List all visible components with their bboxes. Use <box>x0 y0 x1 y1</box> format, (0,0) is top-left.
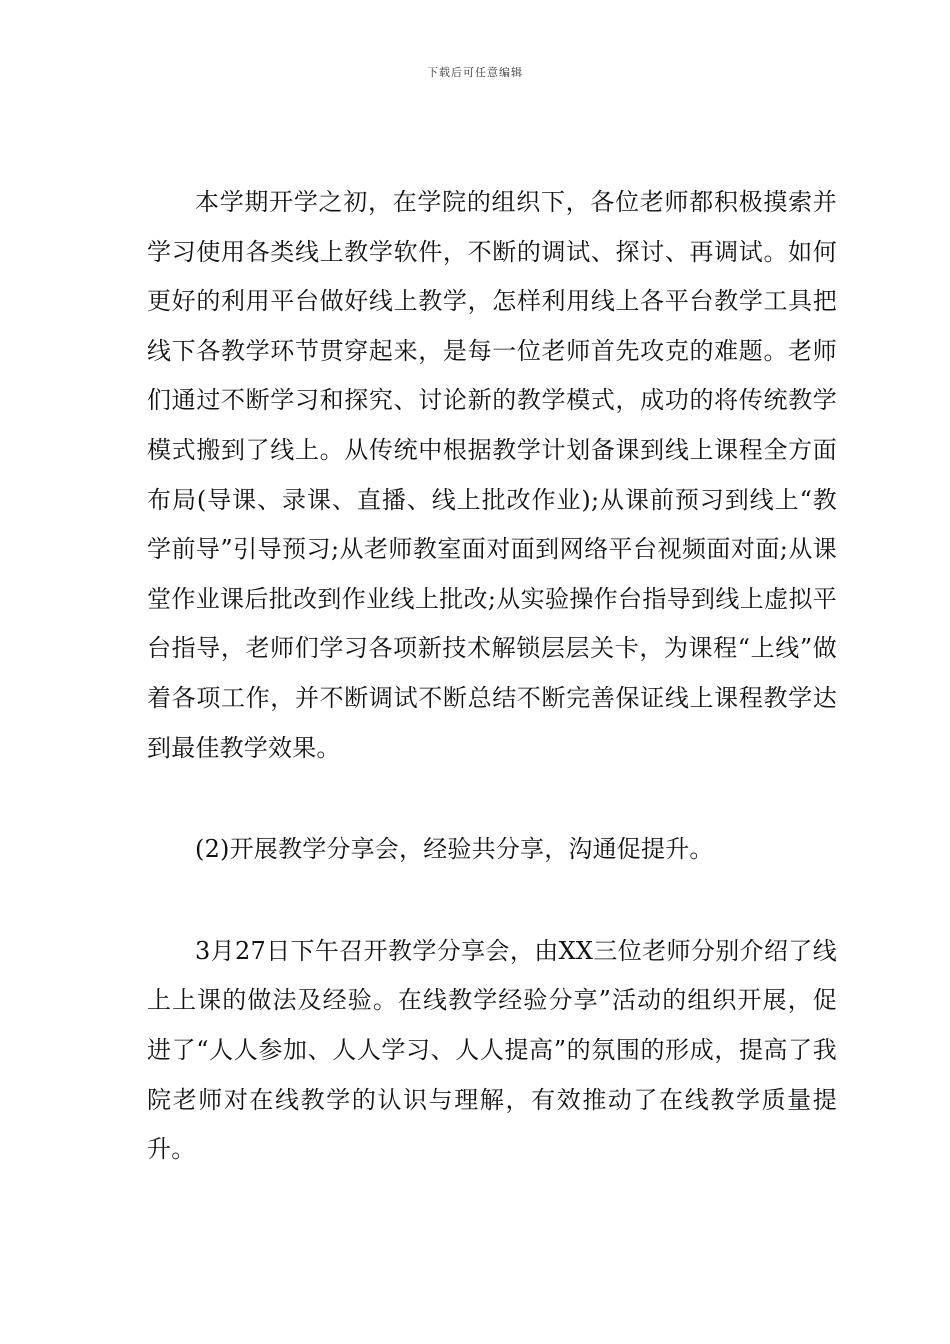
paragraph-sharing-session: 3月27日下午召开教学分享会，由XX三位老师分别介绍了线上上课的做法及经验。在线教学经验分享”活动的组织开展，促进了“人人参加、人人学习、人人提高”的氛围的形成，提高了我院老师对在线教学的认识与理解，有效推动了在线教学质量提升。 <box>147 936 837 1164</box>
paragraph-section-heading: (2)开展教学分享会，经验共分享，沟通促提升。 <box>195 835 714 864</box>
paragraph-online-teaching: 本学期开学之初，在学院的组织下，各位老师都积极摸索并学习使用各类线上教学软件，不断的调试、探讨、再调试。如何更好的利用平台做好线上教学，怎样利用线上各平台教学工具把线下各教学环节贯穿起来，是每一位老师首先攻克的难题。老师们通过不断学习和探究、讨论新的教学模式，成功的将传统教学模式搬到了线上。从传统中根据教学计划备课到线上课程全方面布局(导课、录课、直播、线上批改作业);从课前预习到线上“教学前导”引导预习;从老师教室面对面到网络平台视频面对面;从课堂作业课后批改到作业线上批改;从实验操作台指导到线上虚拟平台指导，老师们学习各项新技术解锁层层关卡，为课程“上线”做着各项工作，并不断调试不断总结不断完善保证线上课程教学达到最佳教学效果。 <box>147 188 837 762</box>
page-header-note: 下载后可任意编辑 <box>427 66 523 79</box>
document-body <box>147 178 837 1175</box>
